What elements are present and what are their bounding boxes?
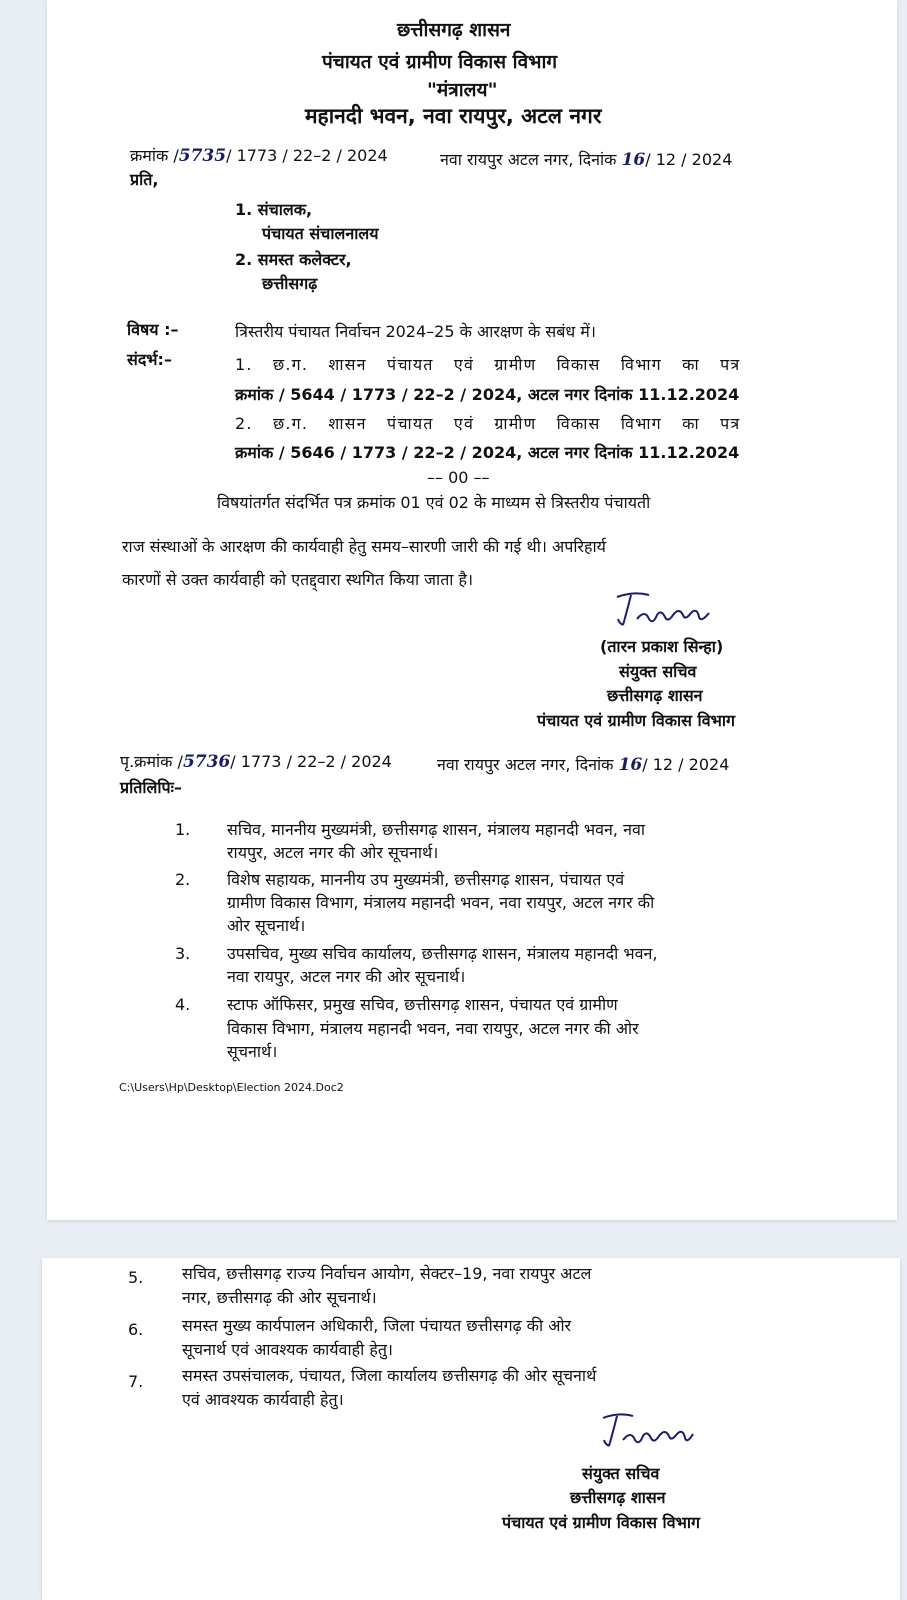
copy-4-line3: सूचनार्थ। [227,1042,278,1061]
date-suffix: / 12 / 2024 [645,150,733,169]
signatory-dept: पंचायत एवं ग्रामीण विकास विभाग [537,711,735,730]
copy-2-line3: ओर सूचनार्थ। [227,916,306,935]
reference-1-line2: क्रमांक / 5644 / 1773 / 22–2 / 2024, अटल नगर दिनांक 11.12.2024 [235,385,740,404]
body-line-3: कारणों से उक्त कार्यवाही को एतद्द्वारा स्थगित किया जाता है। [122,570,474,589]
body-line-1: विषयांतर्गत संदर्भित पत्र क्रमांक 01 एवं 02 के माध्यम से त्रिस्तरीय पंचायती [217,493,651,512]
signature-handwritten-2 [597,1406,707,1452]
letter-page-2 [42,1258,900,1600]
copy-place-date-line [437,755,729,775]
copy-ref-prefix: पृ.क्रमांक / [120,752,183,771]
copy-date-suffix: / 12 / 2024 [642,755,730,774]
ref-suffix: / 1773 / 22–2 / 2024 [226,146,388,165]
signature-handwritten [609,585,729,631]
copy-label: प्रतिलिपिः– [120,778,182,797]
copy-3-line2: नवा रायपुर, अटल नगर की ओर सूचनार्थ। [227,967,466,986]
copy-7-line1: समस्त उपसंचालक, पंचायत, जिला कार्यालय छत्तीसगढ़ की ओर सूचनार्थ [182,1366,597,1385]
copy-7-number: 7. [128,1372,144,1391]
copy-2-number: 2. [175,870,191,889]
ref-number-handwritten: 5735 [178,146,227,166]
copy-1-line1: सचिव, माननीय मुख्यमंत्री, छत्तीसगढ़ शासन, मंत्रालय महानदी भवन, नवा [227,820,646,839]
copy-date-day-handwritten: 16 [618,755,643,775]
reference-1-line1: 1. छ.ग. शासन पंचायत एवं ग्रामीण विकास विभाग का पत्र [235,355,741,374]
copy-reference-line [120,752,392,772]
copy-6-number: 6. [128,1320,144,1339]
copy-5-line1: सचिव, छत्तीसगढ़ राज्य निर्वाचन आयोग, सेक्टर–19, नवा रायपुर अटल [182,1264,592,1283]
copy-5-line2: नगर, छत्तीसगढ़ की ओर सूचनार्थ। [182,1288,377,1307]
subject-text: त्रिस्तरीय पंचायत निर्वाचन 2024–25 के आरक्षण के सबंध में। [235,322,596,341]
date-day-handwritten: 16 [621,150,646,170]
place-date-line [440,150,732,170]
ref-prefix: क्रमांक / [130,146,179,165]
signatory-govt: छत्तीसगढ़ शासन [607,686,703,705]
header-address: महानदी भवन, नवा रायपुर, अटल नगर [305,104,602,128]
separator: –– 00 –– [427,468,490,487]
copy-4-line1: स्टाफ ऑफिसर, प्रमुख सचिव, छत्तीसगढ़ शासन, पंचायत एवं ग्रामीण [227,995,618,1014]
copy-1-line2: रायपुर, अटल नगर की ओर सूचनार्थ। [227,843,439,862]
signatory-2-dept: पंचायत एवं ग्रामीण विकास विभाग [502,1513,700,1532]
reference-2-line2: क्रमांक / 5646 / 1773 / 22–2 / 2024, अटल नगर दिनांक 11.12.2024 [235,443,740,462]
recipient-2-line2: छत्तीसगढ़ [262,274,318,293]
copy-7-line2: एवं आवश्यक कार्यवाही हेतु। [182,1390,344,1409]
copy-2-line2: ग्रामीण विकास विभाग, मंत्रालय महानदी भवन, नवा रायपुर, अटल नगर की [227,893,655,912]
file-path: C:\Users\Hp\Desktop\Election 2024.Doc2 [119,1081,344,1094]
letter-page-1 [47,0,897,1220]
copy-4-line2: विकास विभाग, मंत्रालय महानदी भवन, नवा रायपुर, अटल नगर की ओर [227,1019,639,1038]
copy-5-number: 5. [128,1268,144,1287]
reference-number-line [130,146,388,166]
copy-4-number: 4. [175,995,191,1014]
copy-2-line1: विशेष सहायक, माननीय उप मुख्यमंत्री, छत्तीसगढ़ शासन, पंचायत एवं [227,870,625,889]
place-date-prefix: नवा रायपुर अटल नगर, दिनांक [440,150,617,169]
copy-3-line1: उपसचिव, मुख्य सचिव कार्यालय, छत्तीसगढ़ शासन, मंत्रालय महानदी भवन, [227,944,658,963]
copy-place-date-prefix: नवा रायपुर अटल नगर, दिनांक [437,755,614,774]
header-dept: पंचायत एवं ग्रामीण विकास विभाग [322,51,558,73]
copy-6-line1: समस्त मुख्य कार्यपालन अधिकारी, जिला पंचायत छत्तीसगढ़ की ओर [182,1316,572,1335]
recipient-2-line1: 2. समस्त कलेक्टर, [235,250,352,269]
copy-6-line2: सूचनार्थ एवं आवश्यक कार्यवाही हेतु। [182,1340,394,1359]
header-mantralaya: "मंत्रालय" [427,79,498,101]
signatory-2-designation: संयुक्त सचिव [582,1464,660,1483]
copy-1-number: 1. [175,820,191,839]
recipient-1-line2: पंचायत संचालनालय [262,224,379,243]
signatory-2-govt: छत्तीसगढ़ शासन [570,1488,666,1507]
reference-2-line1: 2. छ.ग. शासन पंचायत एवं ग्रामीण विकास विभाग का पत्र [235,414,741,433]
copy-3-number: 3. [175,944,191,963]
copy-ref-number-handwritten: 5736 [182,752,231,772]
to-label: प्रति, [130,170,159,189]
signatory-name: (तारन प्रकाश सिन्हा) [600,637,724,656]
subject-label: विषय :– [127,320,179,339]
body-line-2: राज संस्थाओं के आरक्षण की कार्यवाही हेतु समय–सारणी जारी की गई थी। अपरिहार्य [122,537,606,556]
reference-label: संदर्भ:– [127,350,172,369]
recipient-1-line1: 1. संचालक, [235,200,313,219]
header-govt: छत्तीसगढ़ शासन [397,19,511,41]
signatory-designation: संयुक्त सचिव [619,662,697,681]
copy-ref-suffix: / 1773 / 22–2 / 2024 [230,752,392,771]
